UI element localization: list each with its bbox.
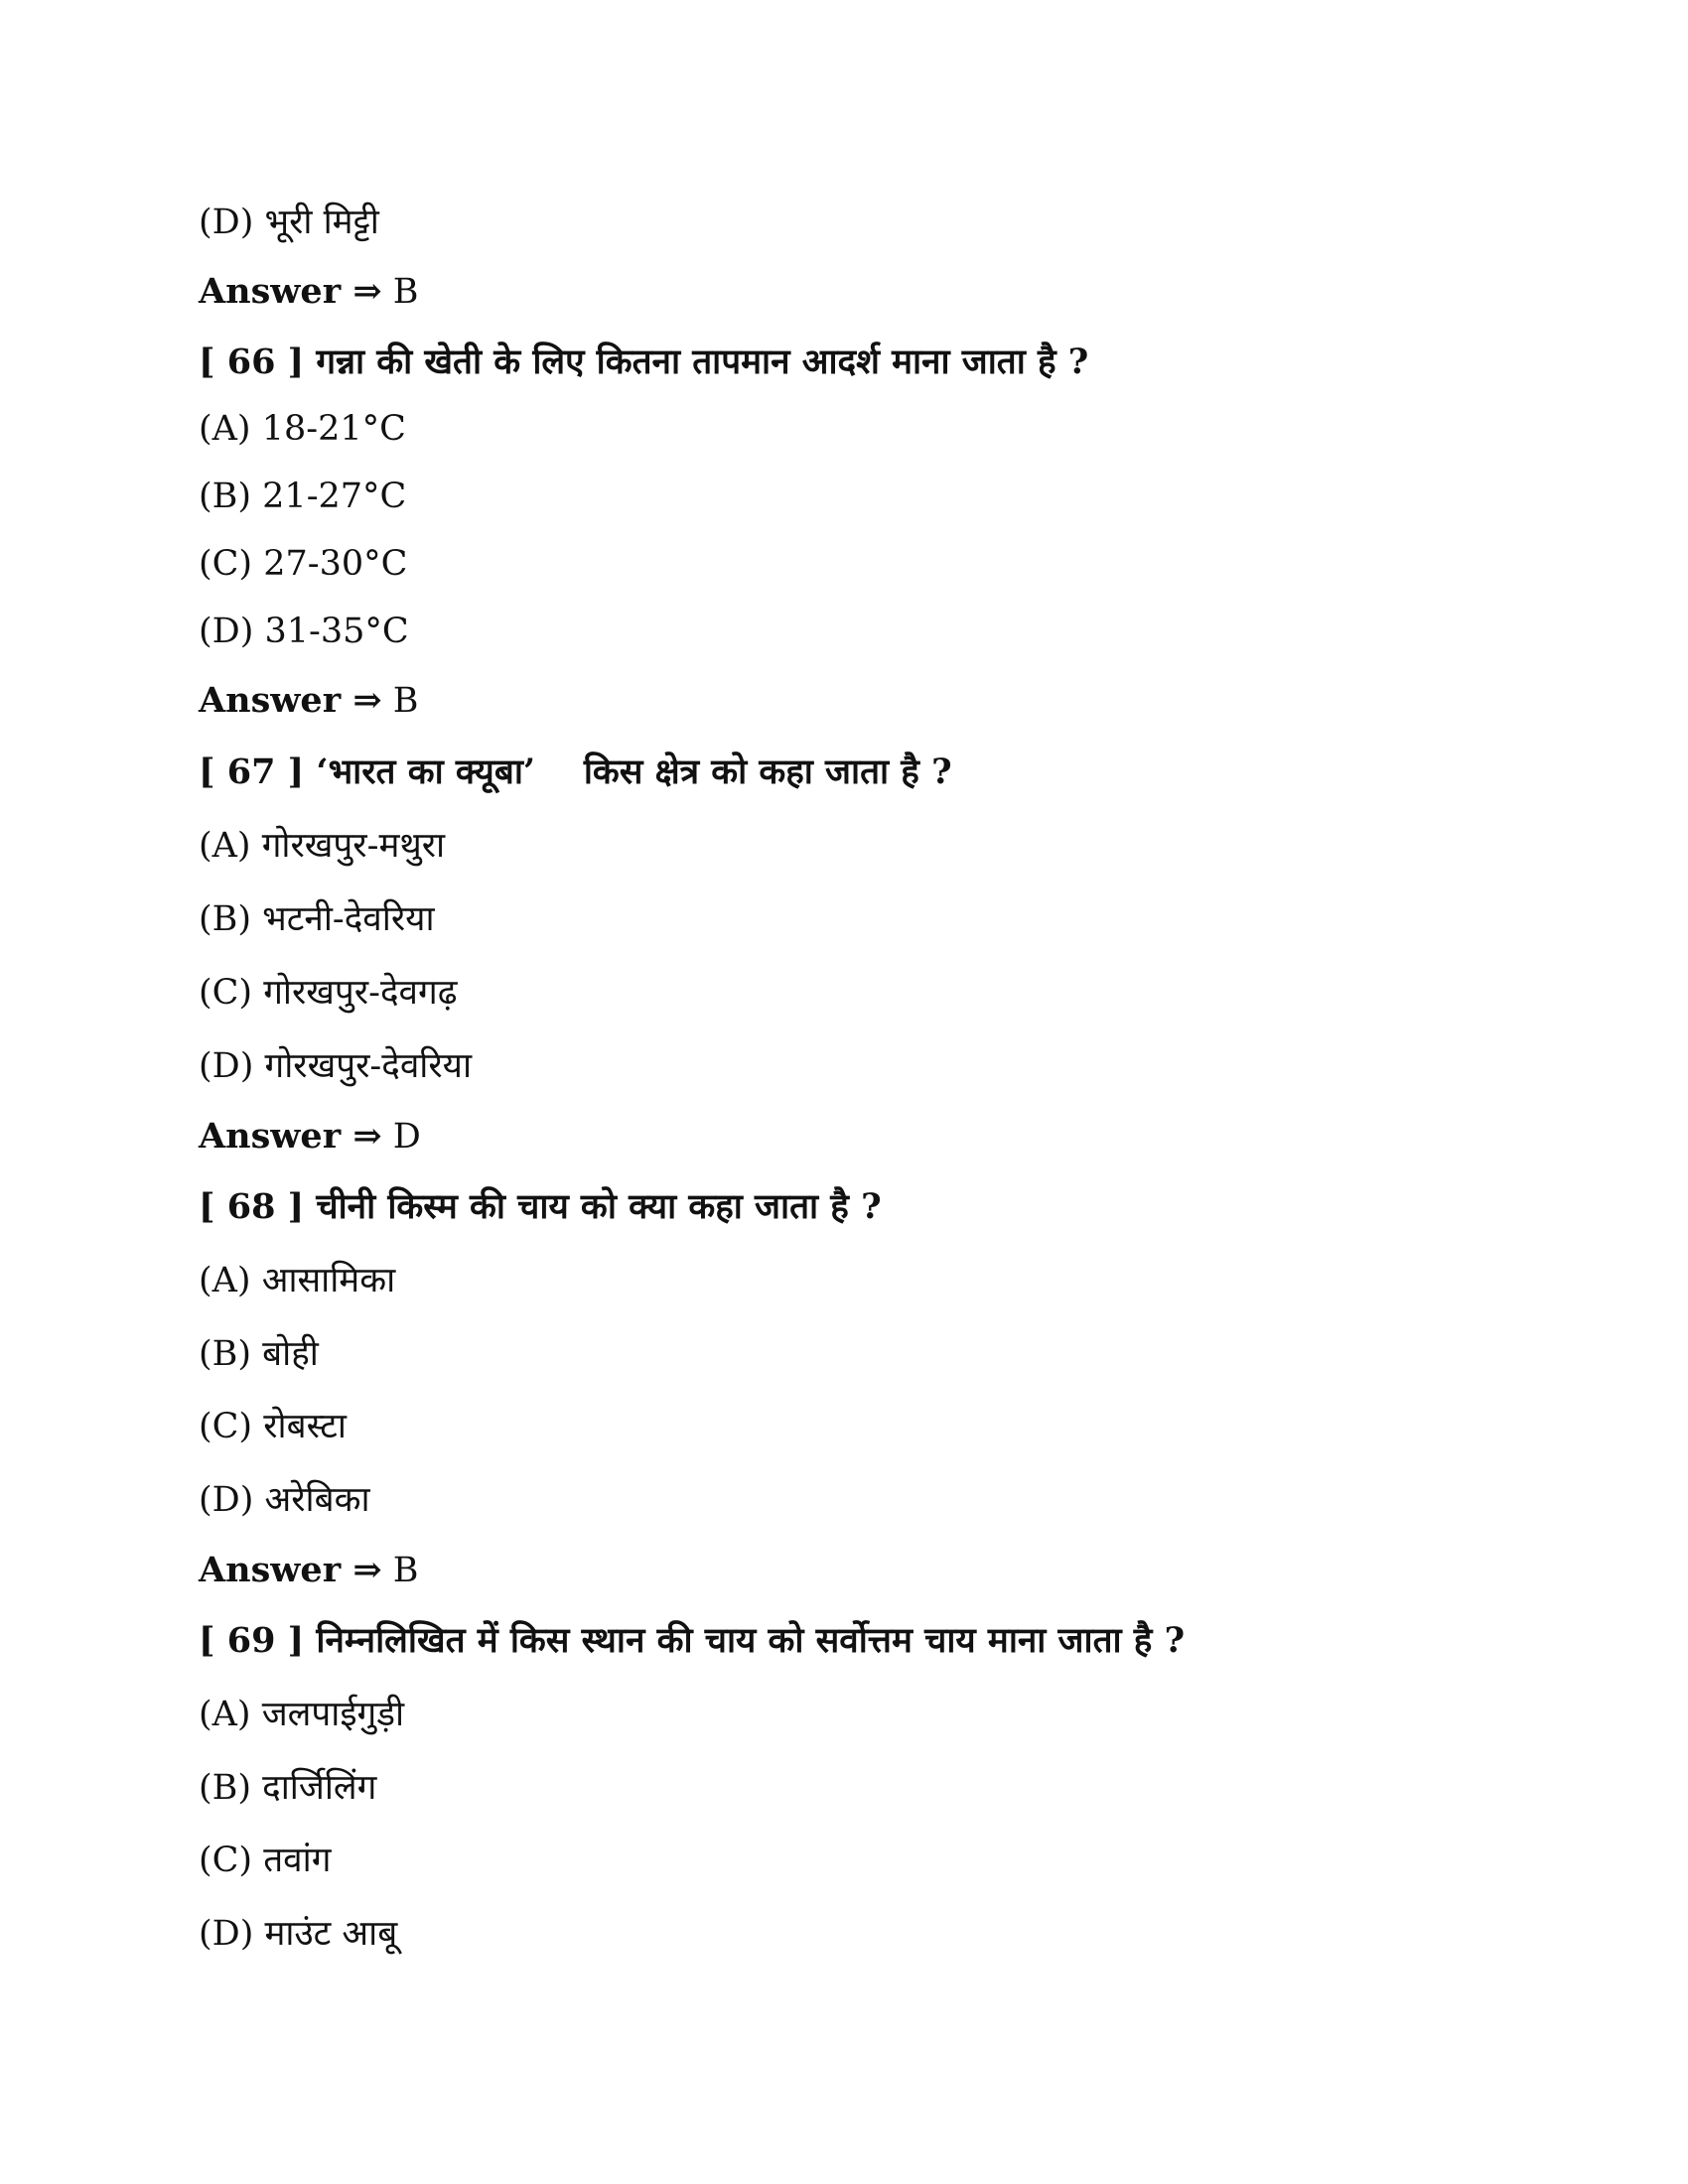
answer-label: Answer ⇒ (199, 680, 382, 721)
question-mark: ? (861, 1186, 882, 1227)
option-a: (A) 18-21°C (199, 409, 406, 449)
answer-value: B (392, 1551, 419, 1590)
answer-label: Answer ⇒ (199, 1116, 382, 1157)
question-67 (199, 751, 952, 794)
option-a: (A) गोरखपुर-मथुरा (199, 826, 446, 866)
question-number: [ 67 ] (199, 751, 305, 792)
question-mark: ? (931, 751, 952, 792)
option-b: (B) 21-27°C (199, 477, 407, 516)
option-d-top: (D) भूरी मिट्टी (199, 203, 379, 242)
option-c: (C) गोरखपुर-देवगढ़ (199, 973, 458, 1013)
option-d: (D) अरेबिका (199, 1480, 370, 1520)
question-text: निम्नलिखित में किस स्थान की चाय को सर्वोत्तम चाय माना जाता है (316, 1620, 1153, 1661)
answer-line (199, 1549, 419, 1592)
answer-label: Answer ⇒ (199, 271, 382, 312)
question-number: [ 69 ] (199, 1620, 305, 1661)
question-66 (199, 341, 1088, 384)
option-b: (B) दार्जिलिंग (199, 1768, 377, 1808)
question-mark: ? (1164, 1620, 1186, 1661)
option-d: (D) 31-35°C (199, 612, 409, 651)
question-number: [ 66 ] (199, 341, 305, 382)
question-mark: ? (1067, 341, 1089, 382)
question-68 (199, 1185, 882, 1229)
option-d: (D) माउंट आबू (199, 1914, 398, 1954)
answer-value: D (392, 1117, 421, 1157)
option-c: (C) तवांग (199, 1841, 332, 1880)
answer-line (199, 679, 419, 723)
answer-line (199, 270, 419, 314)
option-d: (D) गोरखपुर-देवरिया (199, 1046, 473, 1086)
answer-value: B (392, 681, 419, 721)
question-text: ‘भारत का क्यूबा’ किस क्षेत्र को कहा जाता है (316, 751, 919, 792)
option-c: (C) 27-30°C (199, 544, 408, 584)
answer-value: B (392, 272, 419, 312)
option-a: (A) आसामिका (199, 1261, 396, 1300)
option-b: (B) भटनी-देवरिया (199, 899, 435, 939)
question-text: चीनी किस्म की चाय को क्या कहा जाता है (316, 1186, 849, 1227)
option-b: (B) बोही (199, 1334, 319, 1374)
answer-line (199, 1115, 421, 1159)
question-69 (199, 1619, 1185, 1663)
question-number: [ 68 ] (199, 1186, 305, 1227)
question-text: गन्ना की खेती के लिए कितना तापमान आदर्श माना जाता है (316, 341, 1056, 382)
option-c: (C) रोबस्टा (199, 1407, 347, 1446)
answer-label: Answer ⇒ (199, 1550, 382, 1590)
option-a: (A) जलपाईगुड़ी (199, 1695, 405, 1734)
